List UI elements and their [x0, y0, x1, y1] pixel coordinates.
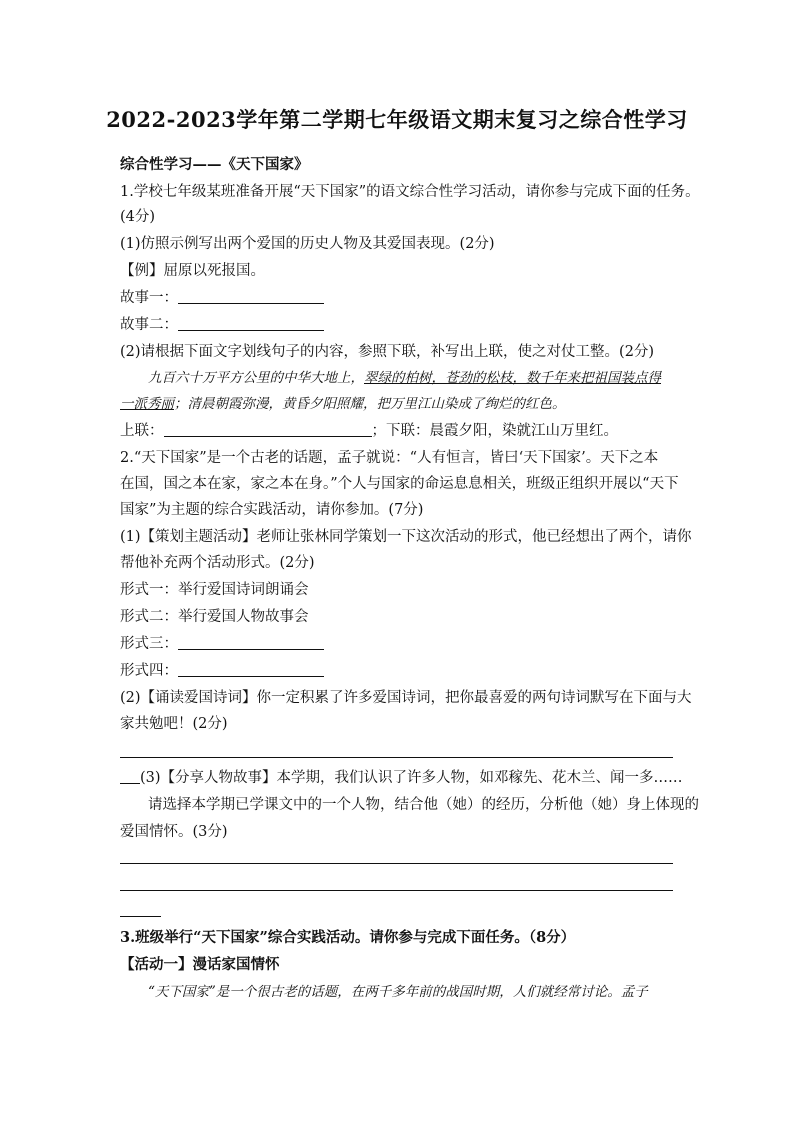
q2-poem-answer-line[interactable] — [120, 757, 673, 758]
q1-couplet-line — [120, 421, 618, 441]
q2-form3-label: 形式三： — [120, 636, 178, 652]
q2-form4-blank[interactable] — [178, 662, 324, 677]
q1-passage-underlined-end: 一派秀丽 — [120, 396, 174, 412]
q1-upper-blank[interactable] — [164, 422, 372, 437]
q2-part2-prompt-1: (2)【诵读爱国诗词】你一定积累了许多爱国诗词，把你最喜爱的两句诗词默写在下面与大 — [120, 690, 692, 706]
q2-part1-prompt-1: (1)【策划主题活动】老师让张林同学策划一下这次活动的形式，他已经想出了两个，请你 — [120, 529, 692, 545]
q1-passage-rest: ；清晨朝霞弥漫，黄昏夕阳照耀，把万里江山染成了绚烂的红色。 — [174, 396, 566, 412]
q2-part3-line — [120, 768, 683, 788]
q3-activity1-heading: 【活动一】漫话家国情怀 — [120, 956, 280, 973]
q1-upper-label: 上联： — [120, 423, 164, 439]
q1-story2-label: 故事二： — [120, 317, 178, 333]
q1-story2-blank[interactable] — [178, 316, 324, 331]
q1-score: (4分) — [120, 209, 156, 225]
q2-form4-label: 形式四： — [120, 663, 178, 679]
q2-part2-prompt-2: 家共勉吧！(2分) — [120, 716, 228, 732]
q1-story1-blank[interactable] — [178, 289, 324, 304]
q2-answer-line-1[interactable] — [120, 863, 673, 864]
q1-part1-prompt: (1)仿照示例写出两个爱国的历史人物及其爱国表现。(2分) — [120, 236, 495, 252]
q2-part3-prompt: (3)【分享人物故事】本学期，我们认识了许多人物，如邓稼先、花木兰、闻一多…… — [140, 770, 683, 786]
q2-part3-prompt-2: 请选择本学期已学课文中的一个人物，结合他（她）的经历，分析他（她）身上体现的 — [148, 797, 699, 813]
q1-passage-line2 — [120, 394, 566, 414]
q2-form3-blank[interactable] — [178, 635, 324, 650]
q2-stem-1: 2.“天下国家”是一个古老的话题，孟子就说：“人有恒言，皆曰‘天下国家’。天下之本 — [120, 450, 659, 466]
q2-form1: 形式一：举行爱国诗词朗诵会 — [120, 582, 309, 598]
q1-stem: 1.学校七年级某班准备开展“天下国家”的语文综合性学习活动，请你参与完成下面的任务。 — [120, 184, 700, 200]
q1-part2-prompt: (2)请根据下面文字划线句子的内容，参照下联，补写出上联，使之对仗工整。(2分) — [120, 344, 655, 360]
q2-stem-2: 在国，国之本在家，家之本在身。”个人与国家的命运息息相关，班级正组织开展以“天下 — [120, 476, 679, 492]
q3-passage: “天下国家”是一个很古老的话题，在两千多年前的战国时期，人们就经常讨论。孟子 — [148, 984, 648, 1000]
q1-story1-label: 故事一： — [120, 290, 178, 306]
q2-answer-line-3[interactable] — [120, 916, 161, 917]
section-heading: 综合性学习——《天下国家》 — [120, 156, 309, 173]
q1-passage-line1 — [148, 368, 661, 388]
q2-form2: 形式二：举行爱国人物故事会 — [120, 609, 309, 625]
q1-lower-text: ；下联：晨霞夕阳，染就江山万里红。 — [371, 423, 618, 439]
q2-part3-prompt-3: 爱国情怀。(3分) — [120, 824, 228, 840]
q1-passage-underlined: 翠绿的柏树，苍劲的松枝，数千年来把祖国装点得 — [364, 370, 661, 386]
q1-story1-line — [120, 288, 324, 308]
q1-example: 【例】屈原以死报国。 — [120, 263, 265, 279]
q3-stem: 3.班级举行“天下国家”综合实践活动。请你参与完成下面任务。（8分） — [120, 929, 576, 946]
q2-form4-line — [120, 661, 324, 681]
q2-form3-line — [120, 634, 324, 654]
q1-passage-text: 九百六十万平方公里的中华大地上， — [148, 370, 364, 386]
q2-answer-line-2[interactable] — [120, 890, 673, 891]
q2-part3-lead-blank — [120, 769, 140, 784]
q2-stem-3: 国家”为主题的综合实践活动，请你参加。(7分) — [120, 502, 424, 518]
q1-story2-line — [120, 315, 324, 335]
q2-part1-prompt-2: 帮他补充两个活动形式。(2分) — [120, 555, 315, 571]
page-title: 2022-2023学年第二学期七年级语文期末复习之综合性学习 — [106, 107, 688, 132]
